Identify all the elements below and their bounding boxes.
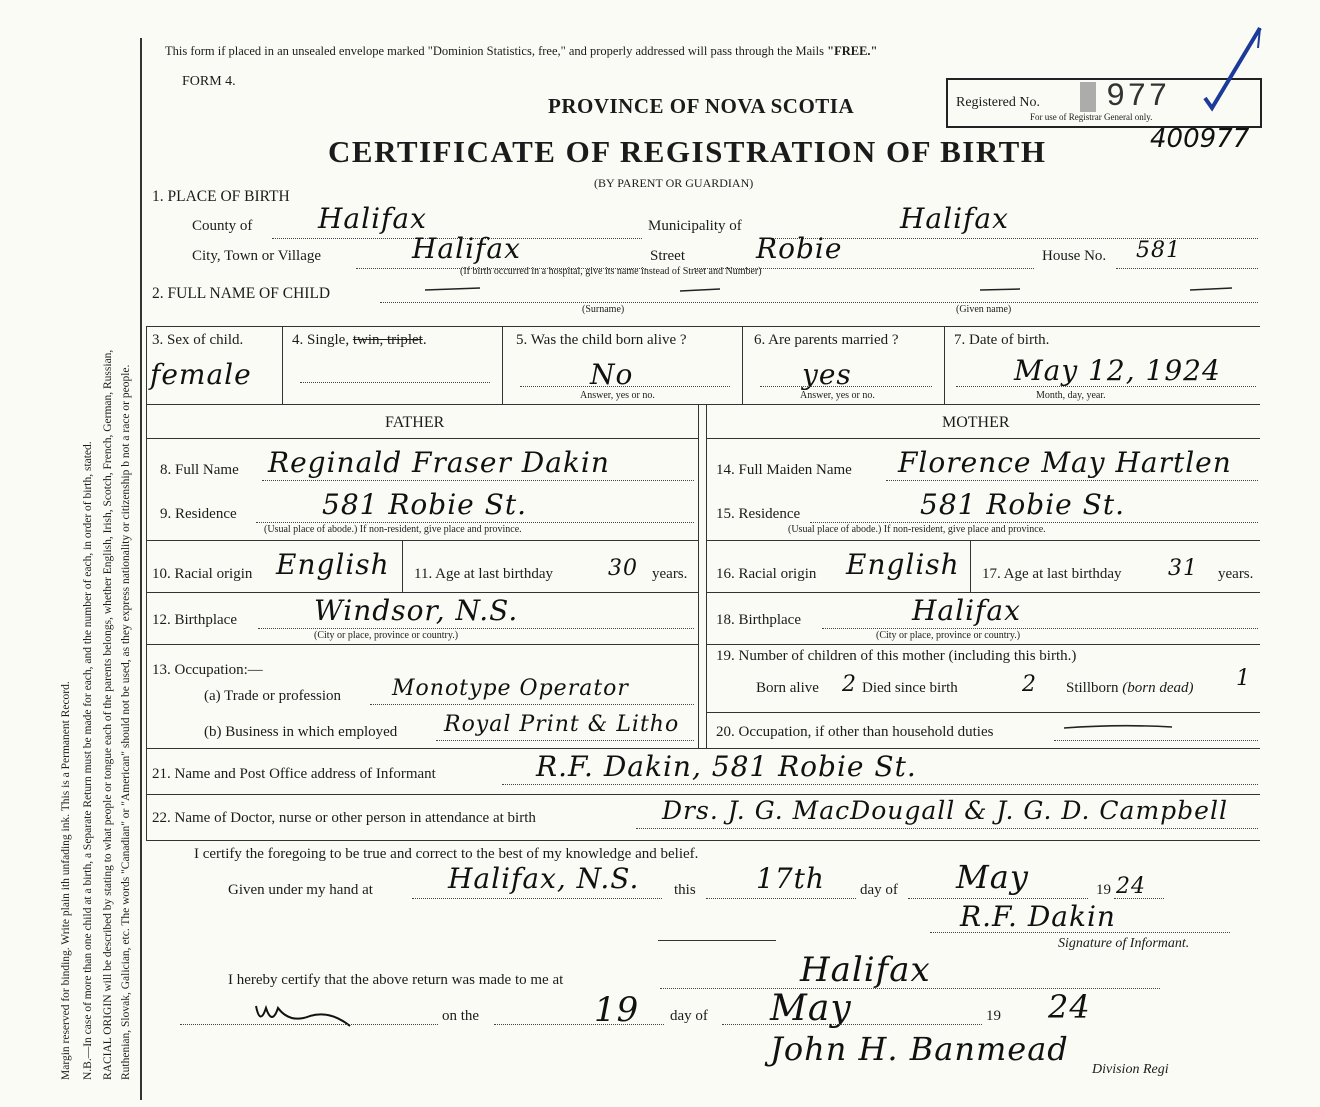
stillborn-value: 1 — [1236, 666, 1251, 691]
stillborn-label: Stillborn (born dead) — [1066, 680, 1194, 696]
street-value: Robie — [756, 232, 843, 265]
short-rule — [658, 940, 776, 941]
father-residence-label: 9. Residence — [160, 506, 237, 522]
given-caption: (Given name) — [956, 304, 1012, 315]
married-caption: Answer, yes or no. — [800, 390, 875, 401]
registrar-day-of: day of — [670, 1008, 708, 1024]
mother-age-unit: years. — [1218, 566, 1254, 582]
given-label: Given under my hand at — [228, 882, 373, 898]
mother-residence-line — [810, 522, 1258, 523]
mail-notice: This form if placed in an unsealed envelope marked "Dominion Statistics, free," and properly addressed will pass through the Mails "FREE." — [165, 44, 878, 58]
mother-name-label: 14. Full Maiden Name — [716, 462, 852, 478]
check-mark-icon — [1200, 18, 1290, 118]
blank-strike-marks — [420, 282, 1240, 298]
row3-div1 — [282, 326, 283, 405]
mother-occupation-label: 20. Occupation, if other than household duties — [716, 724, 994, 740]
parents-bottom — [146, 748, 1260, 749]
form-number: FORM 4. — [182, 74, 236, 89]
father-rule-3 — [146, 644, 698, 645]
registrar-year: 24 — [1048, 988, 1091, 1026]
row3-top — [146, 326, 1260, 327]
dob-caption: Month, day, year. — [1036, 390, 1106, 401]
born-alive-value: 2 — [842, 672, 857, 697]
mother-occupation-dash — [1060, 718, 1180, 738]
registrar-note: For use of Registrar General only. — [1030, 112, 1153, 122]
registrar-mark-icon — [250, 996, 360, 1032]
signature-caption: Signature of Informant. — [1058, 936, 1190, 951]
margin-note-multiple-births: N.B.—In case of more than one child at a birth, a Separate Return must be made for each, and the number of each, in order of birth, stated. — [82, 441, 94, 1080]
registrar-year-prefix: 19 — [986, 1008, 1001, 1024]
mother-birthplace-value: Halifax — [912, 594, 1021, 627]
house-line — [1116, 268, 1258, 269]
mother-head-rule — [706, 438, 1260, 439]
father-business-line — [436, 740, 694, 741]
given-day: 17th — [756, 862, 825, 895]
father-trade-line — [370, 704, 694, 705]
mother-residence-value: 581 Robie St. — [920, 488, 1125, 521]
mother-race-value: English — [846, 548, 960, 581]
row3-div2 — [502, 326, 503, 405]
died-label: Died since birth — [862, 680, 958, 696]
father-rule-2 — [146, 592, 698, 593]
city-value: Halifax — [412, 232, 521, 265]
informant-label: 21. Name and Post Office address of Informant — [152, 766, 436, 782]
mother-birthplace-line — [822, 628, 1258, 629]
given-place: Halifax, N.S. — [448, 862, 640, 895]
given-year-line — [1114, 898, 1164, 899]
mother-children-label: 19. Number of children of this mother (including this birth.) — [716, 648, 1077, 664]
born-alive-label: Born alive — [756, 680, 819, 696]
alive-value: No — [590, 358, 634, 391]
doctor-rule — [146, 840, 1260, 841]
married-label: 6. Are parents married ? — [754, 332, 899, 348]
doctor-value: Drs. J. G. MacDougall & J. G. D. Campbell — [662, 796, 1228, 825]
row3-bottom — [146, 404, 1260, 405]
father-birthplace-caption: (City or place, province or country.) — [314, 630, 459, 641]
registered-number: 977 — [1106, 78, 1170, 115]
this-label: this — [674, 882, 696, 898]
father-age-label: 11. Age at last birthday — [414, 566, 553, 582]
province-heading: PROVINCE OF NOVA SCOTIA — [548, 94, 855, 118]
child-name-label: 2. FULL NAME OF CHILD — [152, 285, 331, 302]
given-month-line — [908, 898, 1088, 899]
house-label: House No. — [1042, 248, 1107, 264]
given-day-line — [706, 898, 856, 899]
single-label: 4. Single, twin, triplet. — [292, 332, 427, 348]
margin-note-binding: Margin reserved for binding. Write plain ith unfading ink. This is a Permanent Record. — [60, 681, 72, 1080]
informant-rule — [146, 794, 1260, 795]
mother-birthplace-caption: (City or place, province or country.) — [876, 630, 1021, 641]
margin-note-racial-origin: RACIAL ORIGIN will be described by stating to what people or tongue each of the parents belongs, whether English, Irish, Scotch, French, German, Russian, — [102, 349, 114, 1080]
signature-line — [930, 932, 1230, 933]
dob-label: 7. Date of birth. — [954, 332, 1050, 348]
given-line — [412, 898, 662, 899]
page-subtitle: (BY PARENT OR GUARDIAN) — [594, 176, 754, 190]
on-the-label: on the — [442, 1008, 480, 1024]
row3-div4 — [944, 326, 945, 405]
mother-left — [706, 404, 707, 748]
margin-note-racial-origin-cont: Ruthenian, Slovak, Galician, etc. The words "Canadian" or "American" should not be used, as they express nationality or citizenship b not a race or people. — [120, 364, 132, 1080]
registrar-place: Halifax — [800, 950, 931, 990]
child-name-line — [380, 302, 1258, 303]
single-line — [300, 382, 490, 383]
mother-race-div — [970, 540, 971, 592]
father-name-value: Reginald Fraser Dakin — [268, 446, 610, 479]
county-value: Halifax — [318, 202, 427, 235]
surname-caption: (Surname) — [582, 304, 625, 315]
father-age-value: 30 — [608, 556, 638, 581]
married-line — [760, 386, 932, 387]
parents-left — [146, 404, 147, 748]
father-race-value: English — [276, 548, 390, 581]
registered-stamp — [1080, 82, 1096, 112]
given-day-of: day of — [860, 882, 898, 898]
registrar-month-line — [722, 1024, 982, 1025]
mother-residence-label: 15. Residence — [716, 506, 801, 522]
father-name-line — [262, 480, 694, 481]
mother-age-value: 31 — [1168, 556, 1198, 581]
father-name-label: 8. Full Name — [160, 462, 239, 478]
mother-name-line — [886, 480, 1258, 481]
alive-caption: Answer, yes or no. — [580, 390, 655, 401]
mother-rule-4 — [706, 712, 1260, 713]
stamp-number: 400977 — [1150, 124, 1250, 154]
certify-statement: I certify the foregoing to be true and correct to the best of my knowledge and belief. — [194, 846, 699, 862]
father-race-label: 10. Racial origin — [152, 566, 253, 582]
doctor-line — [636, 828, 1258, 829]
mother-rule-1 — [706, 540, 1260, 541]
hospital-note: (If birth occurred in a hospital, give its name instead of Street and Number) — [460, 266, 762, 277]
informant-line — [502, 784, 1258, 785]
died-value: 2 — [1022, 672, 1037, 697]
municipality-label: Municipality of — [648, 218, 742, 234]
mother-heading: MOTHER — [942, 414, 1010, 431]
municipality-value: Halifax — [900, 202, 1009, 235]
married-value: yes — [802, 358, 852, 391]
mother-age-label: 17. Age at last birthday — [982, 566, 1122, 582]
registrar-statement: I hereby certify that the above return was made to me at — [228, 972, 564, 988]
county-label: County of — [192, 218, 253, 234]
father-occupation-label: 13. Occupation:— — [152, 662, 263, 678]
mother-occupation-line — [1054, 740, 1258, 741]
father-business-value: Royal Print & Litho — [444, 712, 680, 737]
registrar-signature: John H. Banmead — [770, 1030, 1069, 1068]
margin-border — [140, 38, 142, 1100]
doctor-label: 22. Name of Doctor, nurse or other person in attendance at birth — [152, 810, 536, 826]
dob-line — [956, 386, 1256, 387]
given-year: 24 — [1116, 874, 1146, 899]
city-label: City, Town or Village — [192, 248, 322, 264]
father-right — [698, 404, 699, 748]
given-month: May — [956, 858, 1029, 896]
father-residence-value: 581 Robie St. — [322, 488, 527, 521]
dob-value: May 12, 1924 — [1014, 354, 1221, 387]
mother-residence-caption: (Usual place of abode.) If non-resident, give place and province. — [788, 524, 1046, 535]
father-age-unit: years. — [652, 566, 688, 582]
alive-label: 5. Was the child born alive ? — [516, 332, 687, 348]
informant-signature: R.F. Dakin — [960, 900, 1116, 933]
registrar-caption: Division Regi — [1092, 1062, 1169, 1077]
mother-race-label: 16. Racial origin — [716, 566, 817, 582]
father-birthplace-value: Windsor, N.S. — [314, 594, 519, 627]
given-year-prefix: 19 — [1096, 882, 1111, 898]
mother-birthplace-label: 18. Birthplace — [716, 612, 801, 628]
father-rule-1 — [146, 540, 698, 541]
place-heading: 1. PLACE OF BIRTH — [152, 188, 290, 205]
registrar-month: May — [770, 988, 852, 1029]
page-title: CERTIFICATE OF REGISTRATION OF BIRTH — [328, 134, 1047, 169]
alive-line — [520, 386, 730, 387]
row3-div3 — [742, 326, 743, 405]
father-birthplace-line — [258, 628, 694, 629]
row3-left — [146, 326, 147, 405]
father-birthplace-label: 12. Birthplace — [152, 612, 237, 628]
father-residence-caption: (Usual place of abode.) If non-resident, give place and province. — [264, 524, 522, 535]
father-residence-line — [256, 522, 694, 523]
father-business-label: (b) Business in which employed — [204, 724, 398, 740]
mother-rule-2 — [706, 592, 1260, 593]
registrar-day-line — [494, 1024, 664, 1025]
father-head-rule — [146, 438, 698, 439]
father-trade-label: (a) Trade or profession — [204, 688, 342, 704]
sex-value: female — [150, 358, 252, 391]
registrar-day: 19 — [594, 990, 640, 1030]
house-value: 581 — [1136, 238, 1181, 263]
mother-name-value: Florence May Hartlen — [898, 446, 1232, 479]
sex-label: 3. Sex of child. — [152, 332, 244, 348]
father-trade-value: Monotype Operator — [392, 676, 629, 701]
father-race-div — [402, 540, 403, 592]
informant-value: R.F. Dakin, 581 Robie St. — [536, 750, 917, 783]
mother-rule-3 — [706, 644, 1260, 645]
father-heading: FATHER — [385, 414, 445, 431]
street-label: Street — [650, 248, 685, 264]
registered-label: Registered No. — [956, 95, 1040, 110]
registrar-left-line — [180, 1024, 438, 1025]
